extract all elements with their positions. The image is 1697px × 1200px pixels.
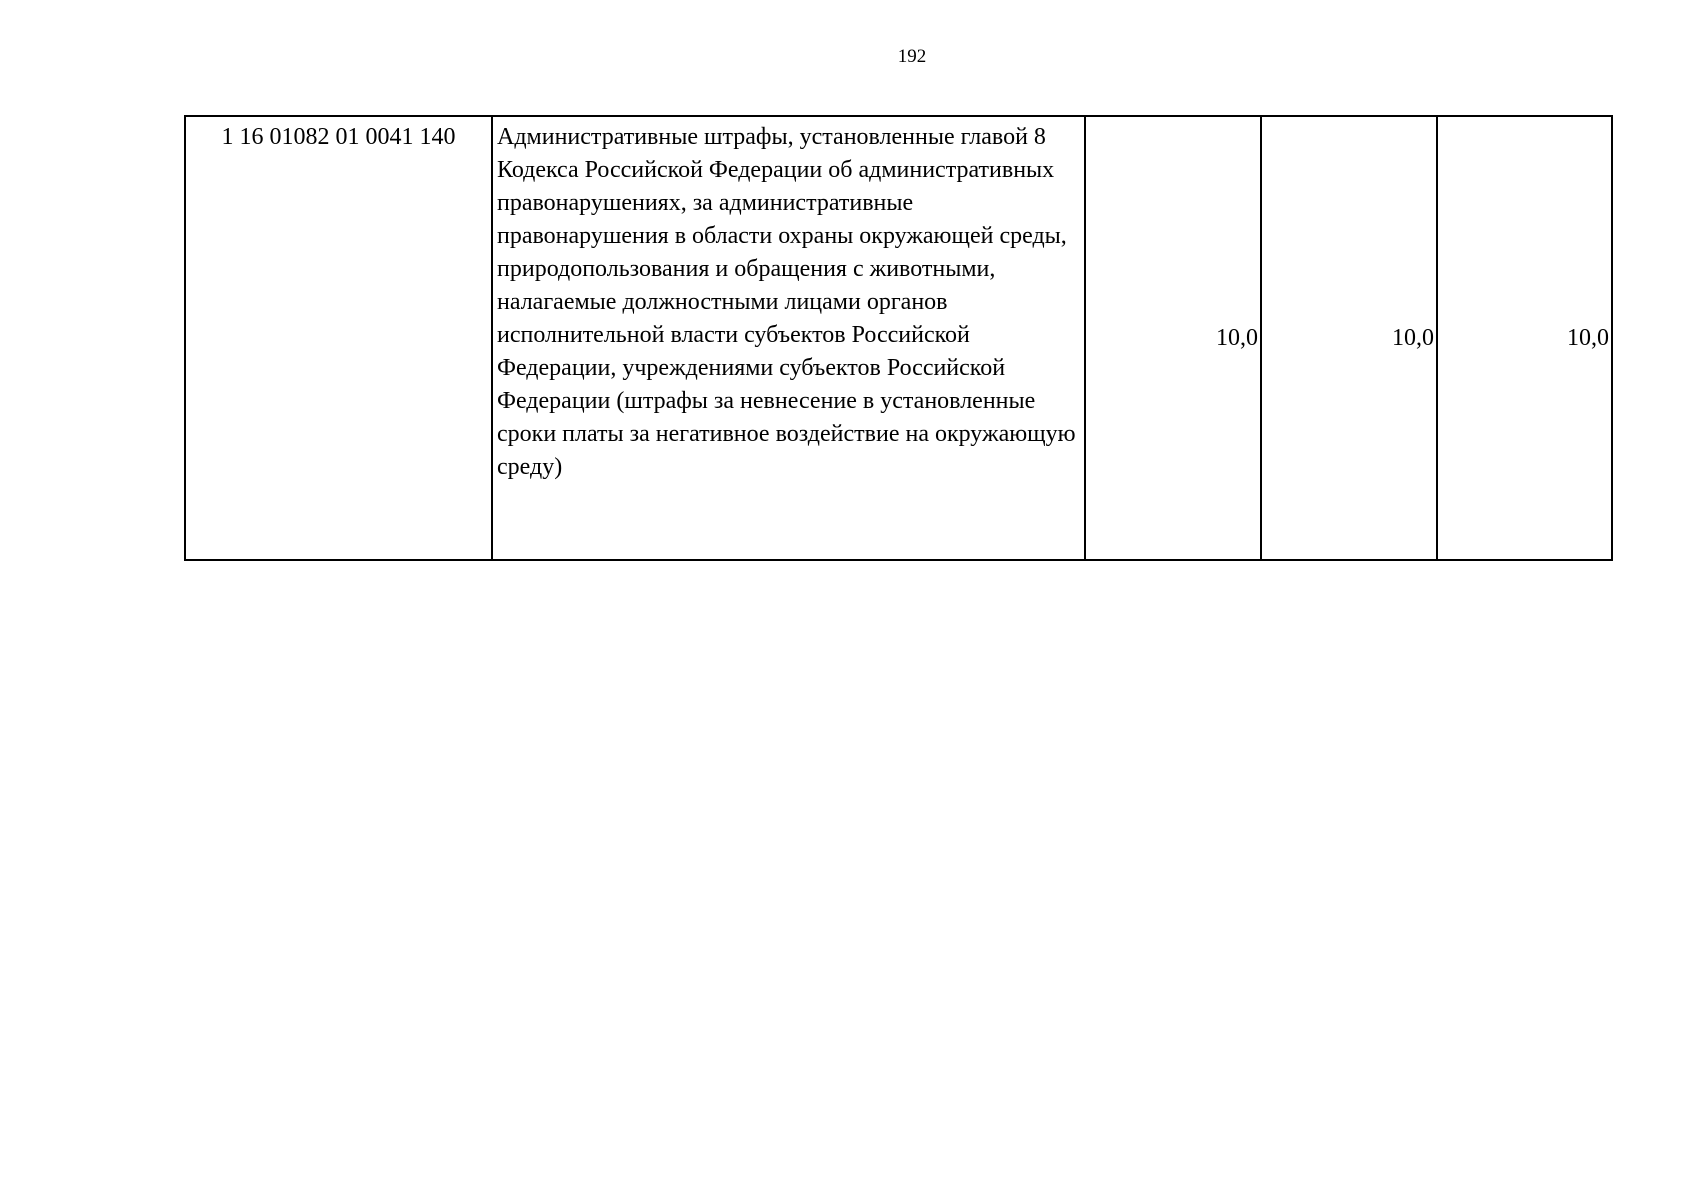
- value-cell-year-2: 10,0: [1261, 116, 1437, 560]
- value-cell-year-3: 10,0: [1437, 116, 1612, 560]
- budget-table: [184, 115, 1613, 561]
- value-cell-year-1: 10,0: [1085, 116, 1261, 560]
- page-number: 192: [897, 46, 927, 67]
- classification-code-cell: 1 16 01082 01 0041 140: [185, 116, 492, 560]
- description-cell: Административные штрафы, установленные главой 8 Кодекса Российской Федерации об административных правонарушениях, за административные правонарушения в области охраны окружающей среды, природопользования и обращения с животными, налагаемые должностными лицами органов исполнительной власти субъектов Российской Федерации, учреждениями субъектов Российской Федерации (штрафы за невнесение в установленные сроки платы за негативное воздействие на окружающую среду): [492, 116, 1085, 560]
- table-row: [185, 116, 1612, 560]
